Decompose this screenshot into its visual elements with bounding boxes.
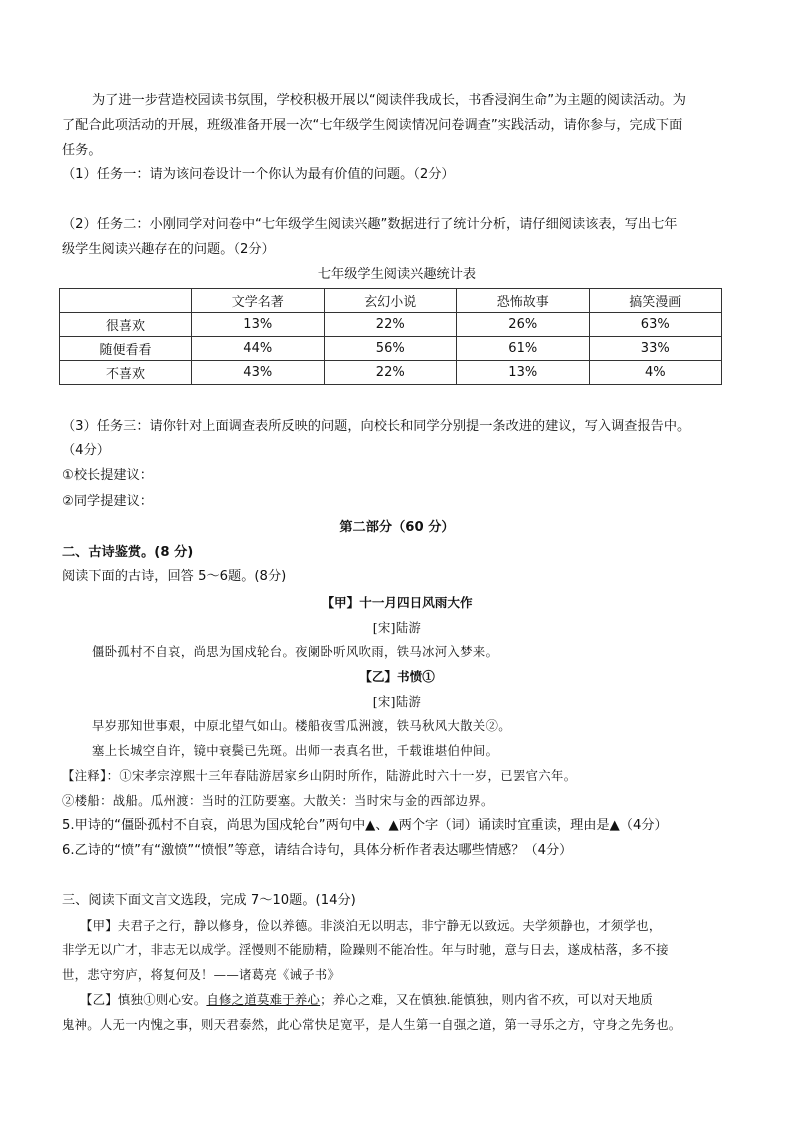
task3-line-1: （3）任务三：请你针对上面调查表所反映的问题，向校长和同学分别提一条改进的建议，写入调查报告中。 <box>62 419 691 434</box>
poem-b-line-1: 早岁那知世事艰，中原北望气如山。楼船夜雪瓜洲渡，铁马秋风大散关②。 <box>92 719 511 733</box>
task2-line-2: 级学生阅读兴趣存在的问题。（2分） <box>62 242 275 257</box>
part2-title: 第二部分（60 分） <box>339 520 455 535</box>
table-cell: 61% <box>457 337 590 361</box>
passage-yi-rest: ；养心之难，又在慎独.能慎独，则内省不疚，可以对天地质 <box>320 992 654 1007</box>
poem-b-line-2: 塞上长城空自许，镜中衰鬓已先斑。出师一表真名世，千载谁堪伯仲间。 <box>92 744 499 758</box>
annotation-2: ②楼船：战船。瓜州渡：当时的江防要塞。大散关：当时宋与金的西部边界。 <box>62 794 494 808</box>
table-cell: 26% <box>457 313 590 337</box>
task2-line-1: （2）任务二：小刚同学对问卷中“七年级学生阅读兴趣”数据进行了统计分析，请仔细阅读该表，写出七年 <box>62 217 678 232</box>
table-cell: 63% <box>589 313 722 337</box>
section2-heading: 二、古诗鉴赏。(8 分) <box>62 545 194 560</box>
table-header-cell: 恐怖故事 <box>457 289 590 313</box>
intro-line-2: 了配合此项活动的开展，班级准备开展一次“七年级学生阅读情况问卷调查”实践活动，请你参与，完成下面 <box>62 118 683 133</box>
task3-line-2: （4分） <box>62 443 110 458</box>
poem-b-author: [宋]陆游 <box>372 695 422 709</box>
poem-a-title: 【甲】十一月四日风雨大作 <box>321 595 473 610</box>
intro-line-3: 任务。 <box>62 143 102 158</box>
table-header-row <box>60 289 722 313</box>
poem-a-author: [宋]陆游 <box>372 621 422 635</box>
table-cell: 44% <box>192 337 325 361</box>
poem-b-title: 【乙】书愤① <box>359 669 435 684</box>
table-row-label: 很喜欢 <box>60 313 192 337</box>
passage-yi-line-1 <box>80 991 653 1009</box>
annotation-1: 【注释】：①宋孝宗淳熙十三年春陆游居家乡山阴时所作，陆游此时六十一岁，已罢官六年。 <box>62 769 577 783</box>
table-row <box>60 337 722 361</box>
task1-text: （1）任务一：请为该问卷设计一个你认为最有价值的问题。（2分） <box>62 167 455 182</box>
passage-yi-underlined-sentence: 自修之道莫难于养心 <box>206 992 321 1007</box>
passage-yi-line-2: 鬼神。人无一内愧之事，则天君泰然，此心常快足宽平，是人生第一自强之道，第一寻乐之方，守身之先务也。 <box>62 1017 682 1032</box>
table-row-label: 随便看看 <box>60 337 192 361</box>
question-6: 6.乙诗的“愤”有“激愤”“愤恨”等意，请结合诗句，具体分析作者表达哪些情感？（4分） <box>62 843 573 858</box>
table-cell: 22% <box>324 313 457 337</box>
table-cell: 13% <box>192 313 325 337</box>
table-cell: 4% <box>589 361 722 385</box>
principal-suggestion-label: ①校长提建议： <box>62 468 153 483</box>
table-header-cell: 搞笑漫画 <box>589 289 722 313</box>
question-5: 5.甲诗的“僵卧孤村不自哀，尚思为国戍轮台”两句中▲、▲两个字（词）诵读时宜重读，理由是▲（4分） <box>62 818 668 833</box>
table-header-cell <box>60 289 192 313</box>
table-title: 七年级学生阅读兴趣统计表 <box>317 267 477 282</box>
classmate-suggestion-label: ②同学提建议： <box>62 494 153 509</box>
passage-jia-line-2: 非学无以广才，非志无以成学。淫慢则不能励精，险躁则不能冶性。年与时驰，意与日去，遂成枯落，多不接 <box>62 942 669 957</box>
table-cell: 33% <box>589 337 722 361</box>
intro-line-1: 为了进一步营造校园读书氛围，学校积极开展以“阅读伴我成长，书香浸润生命”为主题的阅读活动。为 <box>92 93 686 108</box>
table-cell: 43% <box>192 361 325 385</box>
section3-heading: 三、阅读下面文言文选段，完成 7～10题。(14分) <box>62 893 356 908</box>
table-row-label: 不喜欢 <box>60 361 192 385</box>
section2-instruction: 阅读下面的古诗，回答 5～6题。(8分) <box>62 569 287 584</box>
table-cell: 56% <box>324 337 457 361</box>
poem-a-line-1: 僵卧孤村不自哀，尚思为国戍轮台。夜阑卧听风吹雨，铁马冰河入梦来。 <box>92 645 499 659</box>
passage-jia-line-3: 世，悲守穷庐，将复何及！——诸葛亮《诫子书》 <box>62 967 341 982</box>
table-cell: 22% <box>324 361 457 385</box>
reading-interest-table <box>59 288 722 385</box>
table-header-cell: 玄幻小说 <box>324 289 457 313</box>
passage-yi-prefix: 【乙】慎独①则心安。 <box>80 992 207 1007</box>
table-row <box>60 361 722 385</box>
table-cell: 13% <box>457 361 590 385</box>
passage-jia-line-1: 【甲】夫君子之行，静以修身，俭以养德。非淡泊无以明志，非宁静无以致远。夫学须静也，才须学也， <box>80 918 662 933</box>
table-row <box>60 313 722 337</box>
table-header-cell: 文学名著 <box>192 289 325 313</box>
